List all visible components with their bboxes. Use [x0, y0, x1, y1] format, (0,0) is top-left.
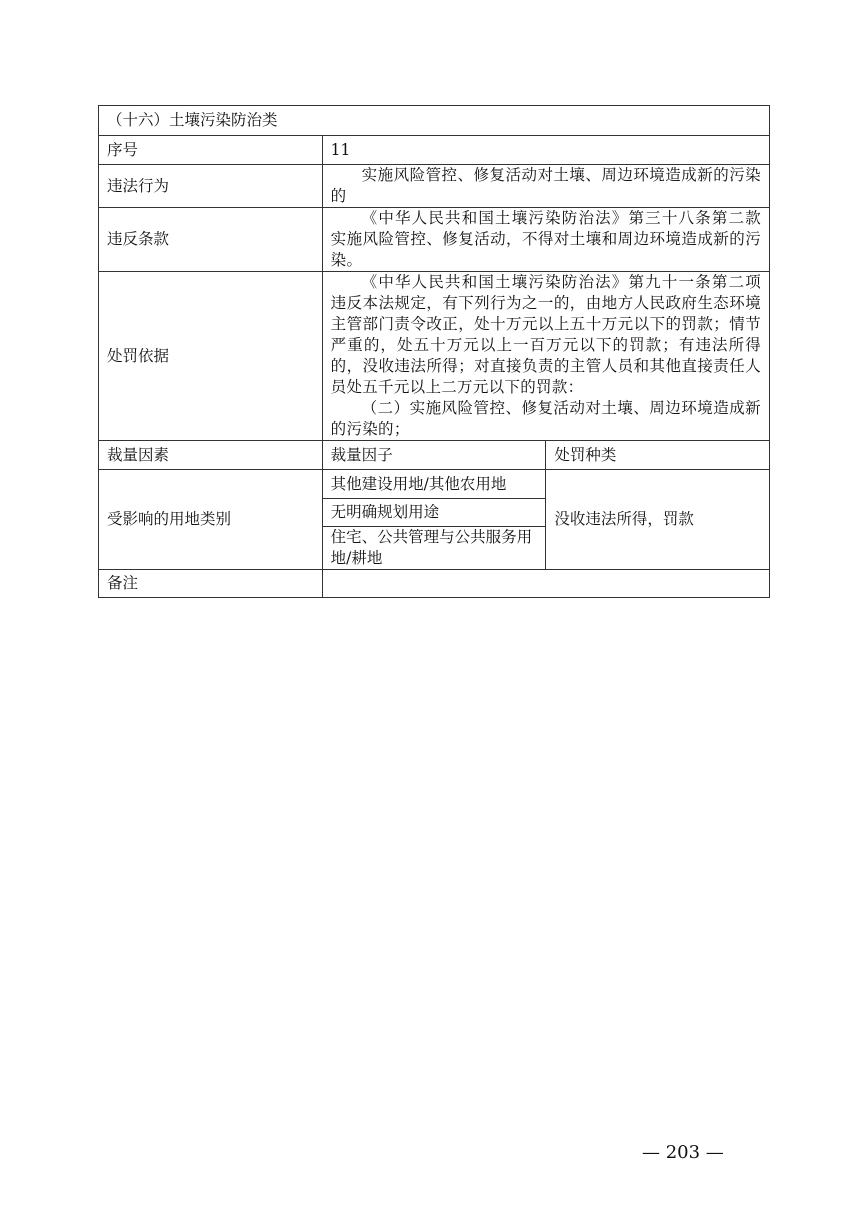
page-number: — 203 — [642, 1142, 724, 1163]
clause-value: 《中华人民共和国土壤污染防治法》第三十八条第二款 实施风险管控、修复活动，不得对土壤和周边环境造成新的污染。 [322, 208, 769, 272]
clause-label: 违反条款 [99, 208, 323, 272]
land-factor: 无明确规划用途 [322, 499, 546, 527]
type-header: 处罚种类 [546, 441, 770, 470]
basis-item: （二）实施风险管控、修复活动对土壤、周边环境造成新的污染的； [330, 399, 761, 438]
land-factor: 住宅、公共管理与公共服务用地/耕地 [322, 527, 546, 570]
violation-label: 违法行为 [99, 165, 323, 208]
remarks-label: 备注 [99, 570, 323, 598]
land-label: 受影响的用地类别 [99, 470, 323, 570]
land-penalty: 没收违法所得，罚款 [546, 470, 770, 570]
discretion-label: 裁量因素 [99, 441, 323, 470]
basis-cell [322, 272, 769, 441]
serial-label: 序号 [99, 136, 323, 165]
violation-value: 实施风险管控、修复活动对土壤、周边环境造成新的污染的 [322, 165, 769, 208]
penalty-table [98, 105, 770, 598]
section-title: （十六）土壤污染防治类 [99, 106, 770, 136]
land-factor: 其他建设用地/其他农用地 [322, 470, 546, 499]
basis-value: 《中华人民共和国土壤污染防治法》第九十一条第二项 违反本法规定，有下列行为之一的，由地方人民政府生态环境主管部门责令改正，处十万元以上五十万元以下的罚款；情节严重的，处五十万元以上一百万元以下的罚款；有违法所得的，没收违法所得；对直接负责的主管人员和其他直接责任人员处五千元以上二万元以下的罚款： [330, 273, 761, 396]
basis-label: 处罚依据 [99, 272, 323, 441]
remarks-value [322, 570, 769, 598]
factor-header: 裁量因子 [322, 441, 546, 470]
serial-value: 11 [322, 136, 769, 165]
